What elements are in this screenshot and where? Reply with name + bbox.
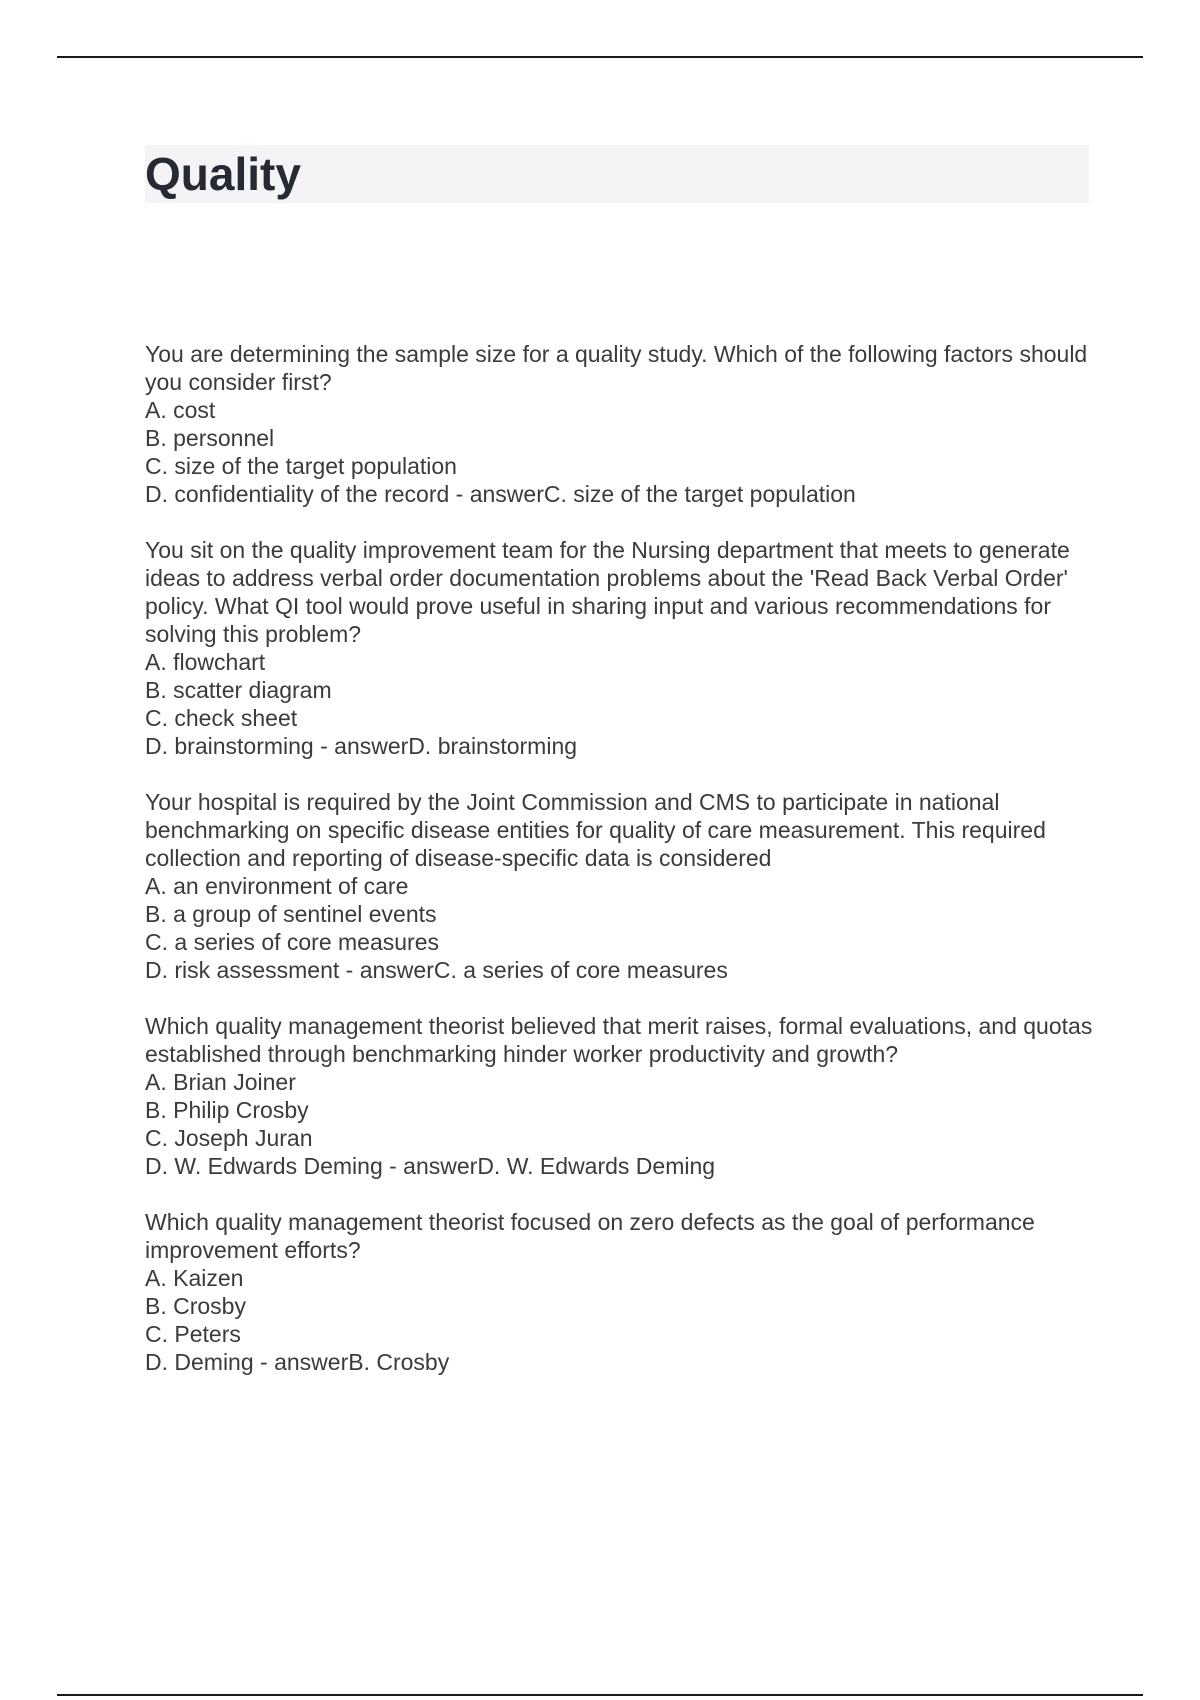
question-text: Your hospital is required by the Joint Commission and CMS to participate in national benchmarking on specific disease entities for quality of care measurement. This required collection and reporting of disease-specific data is considered <box>145 789 1046 871</box>
question-list <box>145 340 1095 1404</box>
option-d-with-answer: D. risk assessment - answerC. a series of core measures <box>145 957 728 983</box>
question-text: Which quality management theorist focused on zero defects as the goal of performance improvement efforts? <box>145 1209 1035 1263</box>
question-text: You are determining the sample size for a quality study. Which of the following factors should you consider first? <box>145 341 1088 395</box>
option-a: A. Brian Joiner <box>145 1069 296 1095</box>
option-b: B. a group of sentinel events <box>145 901 437 927</box>
option-c: C. a series of core measures <box>145 929 440 955</box>
question-block-4 <box>145 1012 1095 1180</box>
option-c: C. check sheet <box>145 705 298 731</box>
option-b: B. Philip Crosby <box>145 1097 309 1123</box>
option-b: B. personnel <box>145 425 275 451</box>
option-b: B. scatter diagram <box>145 677 332 703</box>
question-block-5 <box>145 1208 1095 1376</box>
option-a: A. an environment of care <box>145 873 409 899</box>
option-c: C. Joseph Juran <box>145 1125 313 1151</box>
title-banner <box>145 145 1089 203</box>
option-a: A. cost <box>145 397 216 423</box>
page-title: Quality <box>145 148 301 200</box>
option-d-with-answer: D. Deming - answerB. Crosby <box>145 1349 450 1375</box>
option-a: A. flowchart <box>145 649 266 675</box>
question-text: Which quality management theorist believed that merit raises, formal evaluations, and quotas established through benchmarking hinder worker productivity and growth? <box>145 1013 1093 1067</box>
question-block-2 <box>145 536 1095 760</box>
option-c: C. size of the target population <box>145 453 457 479</box>
option-d-with-answer: D. brainstorming - answerD. brainstorming <box>145 733 578 759</box>
question-text: You sit on the quality improvement team for the Nursing department that meets to generate ideas to address verbal order documentation problems about the 'Read Back Verbal Order' policy. What QI tool would prove useful in sharing input and various recommendations for solving this problem? <box>145 537 1070 647</box>
option-c: C. Peters <box>145 1321 241 1347</box>
option-d-with-answer: D. confidentiality of the record - answerC. size of the target population <box>145 481 856 507</box>
top-divider <box>57 56 1143 58</box>
option-b: B. Crosby <box>145 1293 246 1319</box>
bottom-divider <box>57 1694 1143 1696</box>
option-a: A. Kaizen <box>145 1265 244 1291</box>
question-block-3 <box>145 788 1095 984</box>
question-block-1 <box>145 340 1095 508</box>
option-d-with-answer: D. W. Edwards Deming - answerD. W. Edwards Deming <box>145 1153 716 1179</box>
